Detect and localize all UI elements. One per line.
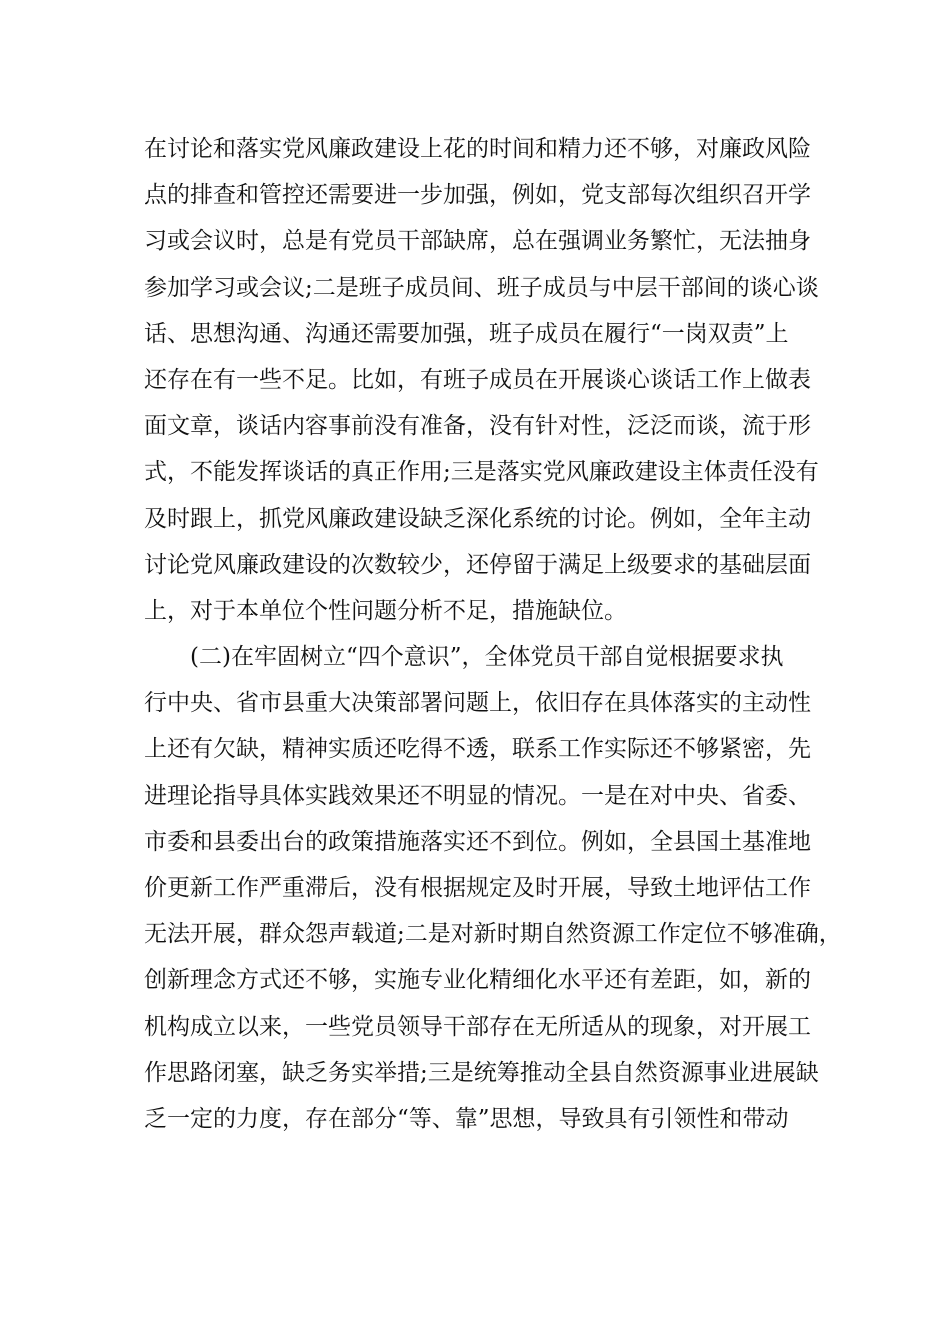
document-body <box>144 126 842 1142</box>
text-line: 面文章，谈话内容事前没有准备，没有针对性，泛泛而谈，流于形 <box>144 413 811 440</box>
text-line: 作思路闭塞，缺乏务实举措;三是统筹推动全县自然资源事业进展缺 <box>144 1059 819 1086</box>
text-line: 进理论指导具体实践效果还不明显的情况。一是在对中央、省委、 <box>144 782 811 809</box>
text-line: 在讨论和落实党风廉政建设上花的时间和精力还不够，对廉政风险 <box>144 136 811 162</box>
text-line: 还存在有一些不足。比如，有班子成员在开展谈心谈话工作上做表 <box>144 366 811 393</box>
text-line: 讨论党风廉政建设的次数较少，还停留于满足上级要求的基础层面 <box>144 551 811 578</box>
text-line: 创新理念方式还不够，实施专业化精细化水平还有差距，如，新的 <box>144 967 811 994</box>
text-line: 习或会议时，总是有党员干部缺席，总在强调业务繁忙，无法抽身 <box>144 228 811 255</box>
text-line: 机构成立以来，一些党员领导干部存在无所适从的现象，对开展工 <box>144 1013 811 1040</box>
text-line: 市委和县委出台的政策措施落实还不到位。例如，全县国土基准地 <box>144 828 811 855</box>
text-line: 无法开展，群众怨声载道;二是对新时期自然资源工作定位不够准确， <box>144 921 842 948</box>
text-line: 点的排查和管控还需要进一步加强，例如，党支部每次组织召开学 <box>144 182 811 209</box>
text-line: 话、思想沟通、沟通还需要加强，班子成员在履行“一岗双责”上 <box>144 320 789 347</box>
text-line: 式，不能发挥谈话的真正作用;三是落实党风廉政建设主体责任没有 <box>144 459 819 486</box>
text-line: 及时跟上，抓党风廉政建设缺乏深化系统的讨论。例如，全年主动 <box>144 505 811 532</box>
text-line: 价更新工作严重滞后，没有根据规定及时开展，导致土地评估工作 <box>144 875 811 901</box>
paragraph-1 <box>144 126 819 634</box>
text-line: 乏一定的力度，存在部分“等、靠”思想，导致具有引领性和带动 <box>144 1105 789 1132</box>
text-line: 参加学习或会议;二是班子成员间、班子成员与中层干部间的谈心谈 <box>144 274 819 301</box>
text-line: (二)在牢固树立“四个意识”，全体党员干部自觉根据要求执 <box>190 644 784 671</box>
text-line: 上，对于本单位个性问题分析不足，措施缺位。 <box>144 597 627 624</box>
text-line: 行中央、省市县重大决策部署问题上，依旧存在具体落实的主动性 <box>144 690 811 717</box>
text-line: 上还有欠缺，精神实质还吃得不透，联系工作实际还不够紧密，先 <box>144 736 811 763</box>
paragraph-2 <box>144 634 842 1142</box>
